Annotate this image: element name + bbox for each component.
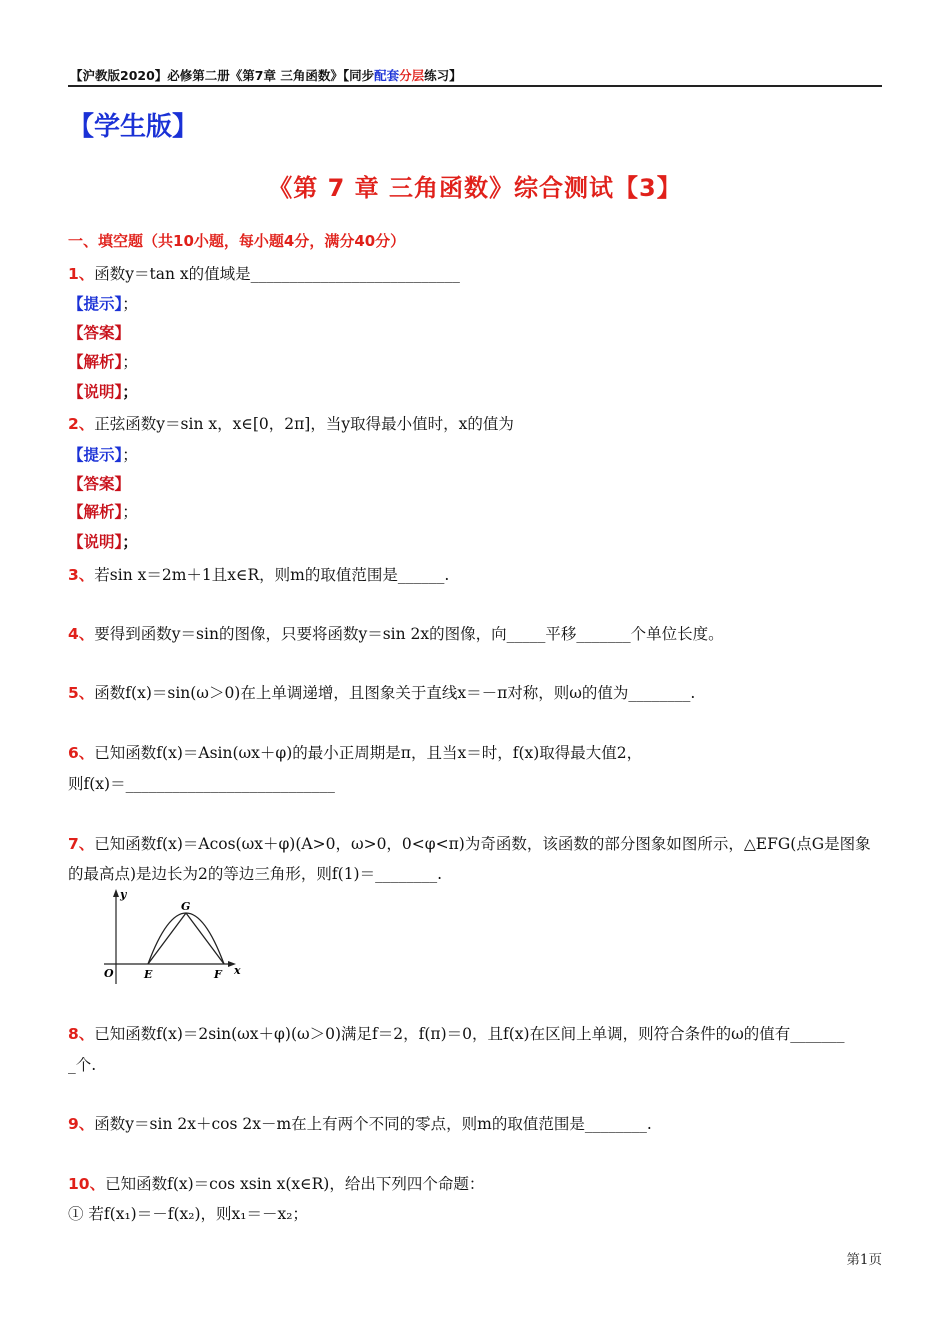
q1-note: 【说明】； (68, 383, 138, 401)
q2-note: 【说明】； (68, 533, 138, 551)
header-divider (68, 85, 882, 87)
label-y: y (120, 888, 127, 901)
question-5: 5、函数f(x)＝sin(ω＞0)在上单调递增，且图象关于直线x＝－π对称，则ω的值为________. (68, 684, 696, 702)
section-heading: 一、填空题（共10小题，每小题4分，满分40分） (68, 232, 406, 250)
edge-eg (148, 913, 186, 964)
q2-hint: 【提示】； (68, 446, 138, 464)
page-number: 第1页 (846, 1252, 882, 1268)
question-2: 2、正弦函数y＝sin x，x∈[0，2π]，当y取得最小值时，x的值为 (68, 415, 514, 433)
question-8-cont: _个. (68, 1056, 97, 1074)
q1-answer: 【答案】 (68, 324, 131, 342)
y-axis-arrow (113, 889, 119, 897)
question-7-cont: 的最高点)是边长为2的等边三角形，则f(1)＝________. (68, 865, 443, 883)
edge-gf (186, 913, 224, 964)
label-e: E (144, 968, 153, 981)
question-6: 6、已知函数f(x)＝Asin(ωx＋φ)的最小正周期是π，且当x＝时，f(x)取得最大值2， (68, 744, 643, 762)
page-title: 《第 7 章 三角函数》综合测试【3】 (268, 174, 682, 202)
label-x: x (234, 964, 241, 977)
question-1: 1、函数y＝tan x的值域是___________________________ (68, 265, 460, 283)
q1-analysis: 【解析】； (68, 353, 138, 371)
q1-hint: 【提示】； (68, 295, 138, 313)
question-10-item-1: ① 若f(x₁)＝－f(x₂)，则x₁＝－x₂； (68, 1205, 308, 1223)
question-6-cont: 则f(x)＝___________________________ (68, 775, 335, 793)
label-g: G (181, 900, 191, 913)
q2-answer: 【答案】 (68, 475, 131, 493)
running-header: 【沪教版2020】必修第二册《第7章 三角函数》【同步配套分层练习】 (70, 68, 462, 83)
question-7: 7、已知函数f(x)＝Acos(ωx＋φ)(A>0，ω>0，0<φ<π)为奇函数，该函数的部分图象如图所示，△EFG(点G是图象 (68, 835, 871, 853)
label-o: O (104, 967, 114, 980)
q2-analysis: 【解析】； (68, 503, 138, 521)
question-10: 10、已知函数f(x)＝cos xsin x(x∈R)，给出下列四个命题： (68, 1175, 485, 1193)
question-8: 8、已知函数f(x)＝2sin(ωx＋φ)(ω＞0)满足f＝2，f(π)＝0，且f(x)在区间上单调，则符合条件的ω的值有_______ (68, 1025, 845, 1043)
label-f: F (214, 968, 222, 981)
q7-figure (96, 884, 246, 986)
edition-label: 【学生版】 (68, 112, 199, 142)
question-9: 9、函数y＝sin 2x＋cos 2x－m在上有两个不同的零点，则m的取值范围是________. (68, 1115, 652, 1133)
curve (148, 913, 224, 964)
question-4: 4、要得到函数y＝sin的图像，只要将函数y＝sin 2x的图像，向_____平移_______个单位长度。 (68, 625, 724, 643)
question-3: 3、若sin x＝2m＋1且x∈R，则m的取值范围是______. (68, 566, 450, 584)
